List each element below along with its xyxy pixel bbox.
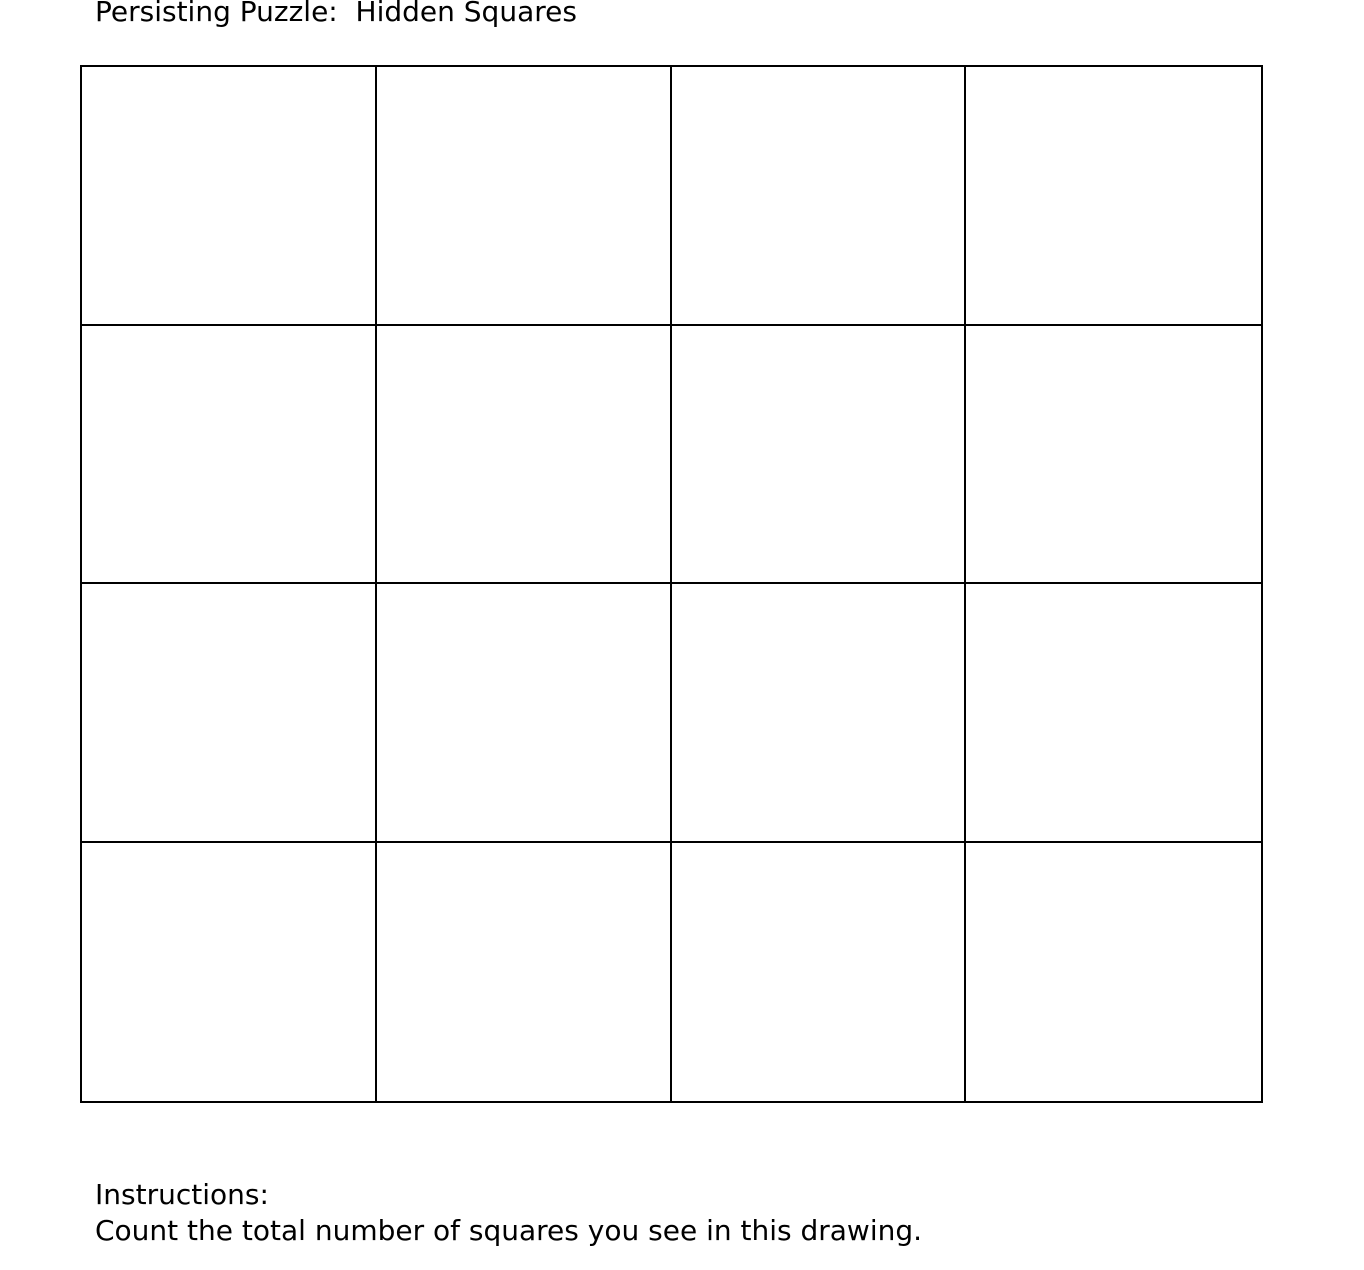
puzzle-grid (80, 65, 1263, 1103)
grid-cell (672, 584, 967, 843)
instructions-block (95, 1177, 922, 1249)
instructions-text: Count the total number of squares you see in this drawing. (95, 1214, 923, 1247)
grid-cell (82, 584, 377, 843)
grid-cell (672, 67, 967, 326)
grid-cell (966, 843, 1261, 1102)
grid-cell (377, 843, 672, 1102)
grid-cell (672, 843, 967, 1102)
grid-cell (966, 584, 1261, 843)
grid-cell (377, 584, 672, 843)
grid-cell (966, 67, 1261, 326)
puzzle-title: Persisting Puzzle: Hidden Squares (95, 0, 577, 28)
grid-cell (82, 843, 377, 1102)
grid-cell (377, 67, 672, 326)
grid-cell (377, 326, 672, 585)
instructions-heading: Instructions: (95, 1178, 269, 1211)
grid-cell (672, 326, 967, 585)
grid-cell (82, 326, 377, 585)
grid-cell (966, 326, 1261, 585)
grid-cell (82, 67, 377, 326)
